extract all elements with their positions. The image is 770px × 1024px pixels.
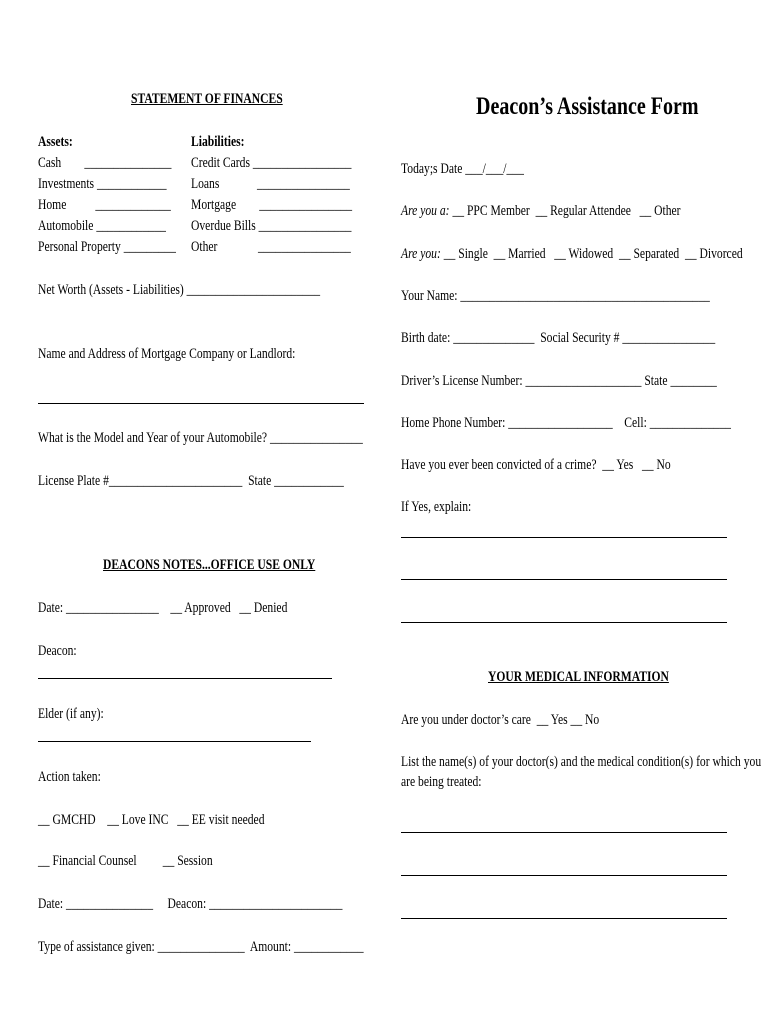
liability-line-overdue-bills[interactable]: Overdue Bills ________________ (191, 218, 352, 234)
asset-line-automobile[interactable]: Automobile ____________ (38, 218, 166, 234)
doctors-line-1[interactable] (401, 832, 727, 833)
asset-line-cash[interactable]: Cash _______________ (38, 155, 172, 171)
liabilities-header: Liabilities: (191, 134, 245, 150)
deacon-line[interactable] (38, 678, 332, 679)
notes-date-approval[interactable]: Date: ________________ __ Approved __ Denied (38, 600, 288, 616)
action-options-row-2[interactable]: __ Financial Counsel __ Session (38, 853, 213, 869)
elder-line[interactable] (38, 741, 311, 742)
assistance-given-field[interactable]: Type of assistance given: _______________ Amount: ____________ (38, 939, 364, 955)
liability-line-other[interactable]: Other ________________ (191, 239, 351, 255)
doctors-line-3[interactable] (401, 918, 727, 919)
membership-options[interactable]: __ PPC Member __ Regular Attendee __ Other (449, 203, 681, 219)
doctors-list-label-line-1: List the name(s) of your doctor(s) and the medical condition(s) for which you (401, 754, 762, 770)
action-options-row-1[interactable]: __ GMCHD __ Love INC __ EE visit needed (38, 812, 265, 828)
convicted-question[interactable]: Have you ever been convicted of a crime? __ Yes __ No (401, 457, 671, 473)
asset-line-personal-property[interactable]: Personal Property _________ (38, 239, 176, 255)
elder-label: Elder (if any): (38, 706, 104, 722)
explain-line-1[interactable] (401, 537, 727, 538)
birth-ssn-field[interactable]: Birth date: ______________ Social Security # ________________ (401, 330, 716, 346)
date-deacon-field[interactable]: Date: _______________ Deacon: _______________________ (38, 896, 343, 912)
asset-line-home[interactable]: Home _____________ (38, 197, 171, 213)
net-worth-field[interactable]: Net Worth (Assets - Liabilities) _______________________ (38, 282, 321, 298)
marital-status-row[interactable] (401, 245, 743, 263)
doctor-care-question[interactable]: Are you under doctor’s care __ Yes __ No (401, 712, 600, 728)
liability-line-credit-cards[interactable]: Credit Cards _________________ (191, 155, 352, 171)
if-yes-label: If Yes, explain: (401, 499, 472, 515)
medical-title: YOUR MEDICAL INFORMATION (488, 669, 669, 685)
mortgage-company-label: Name and Address of Mortgage Company or Landlord: (38, 346, 296, 362)
marital-status-options[interactable]: __ Single __ Married __ Widowed __ Separated __ Divorced (440, 246, 743, 262)
finances-title: STATEMENT OF FINANCES (131, 91, 283, 107)
asset-line-investments[interactable]: Investments ____________ (38, 176, 167, 192)
liability-line-loans[interactable]: Loans ________________ (191, 176, 350, 192)
liability-line-mortgage[interactable]: Mortgage ________________ (191, 197, 353, 213)
doctors-list-label-line-2: are being treated: (401, 774, 482, 790)
membership-label: Are you a: (401, 203, 450, 219)
explain-line-2[interactable] (401, 579, 727, 580)
phone-field[interactable]: Home Phone Number: __________________ Cell: ______________ (401, 415, 731, 431)
deacons-notes-title: DEACONS NOTES...OFFICE USE ONLY (103, 557, 316, 573)
marital-status-label: Are you: (401, 246, 441, 262)
mortgage-company-line[interactable] (38, 403, 364, 404)
deacon-label: Deacon: (38, 643, 77, 659)
doctors-line-2[interactable] (401, 875, 727, 876)
action-taken-label: Action taken: (38, 769, 101, 785)
automobile-question[interactable]: What is the Model and Year of your Automobile? ________________ (38, 430, 363, 446)
form-title: Deacon’s Assistance Form (476, 93, 699, 120)
explain-line-3[interactable] (401, 622, 727, 623)
your-name-field[interactable]: Your Name: ___________________________________________ (401, 288, 710, 304)
drivers-license-field[interactable]: Driver’s License Number: ____________________ State ________ (401, 373, 717, 389)
license-plate-field[interactable]: License Plate #_______________________ State ____________ (38, 473, 344, 489)
todays-date-field[interactable]: Today;s Date ___/___/___ (401, 161, 524, 177)
membership-row[interactable] (401, 202, 681, 220)
assets-header: Assets: (38, 134, 73, 150)
